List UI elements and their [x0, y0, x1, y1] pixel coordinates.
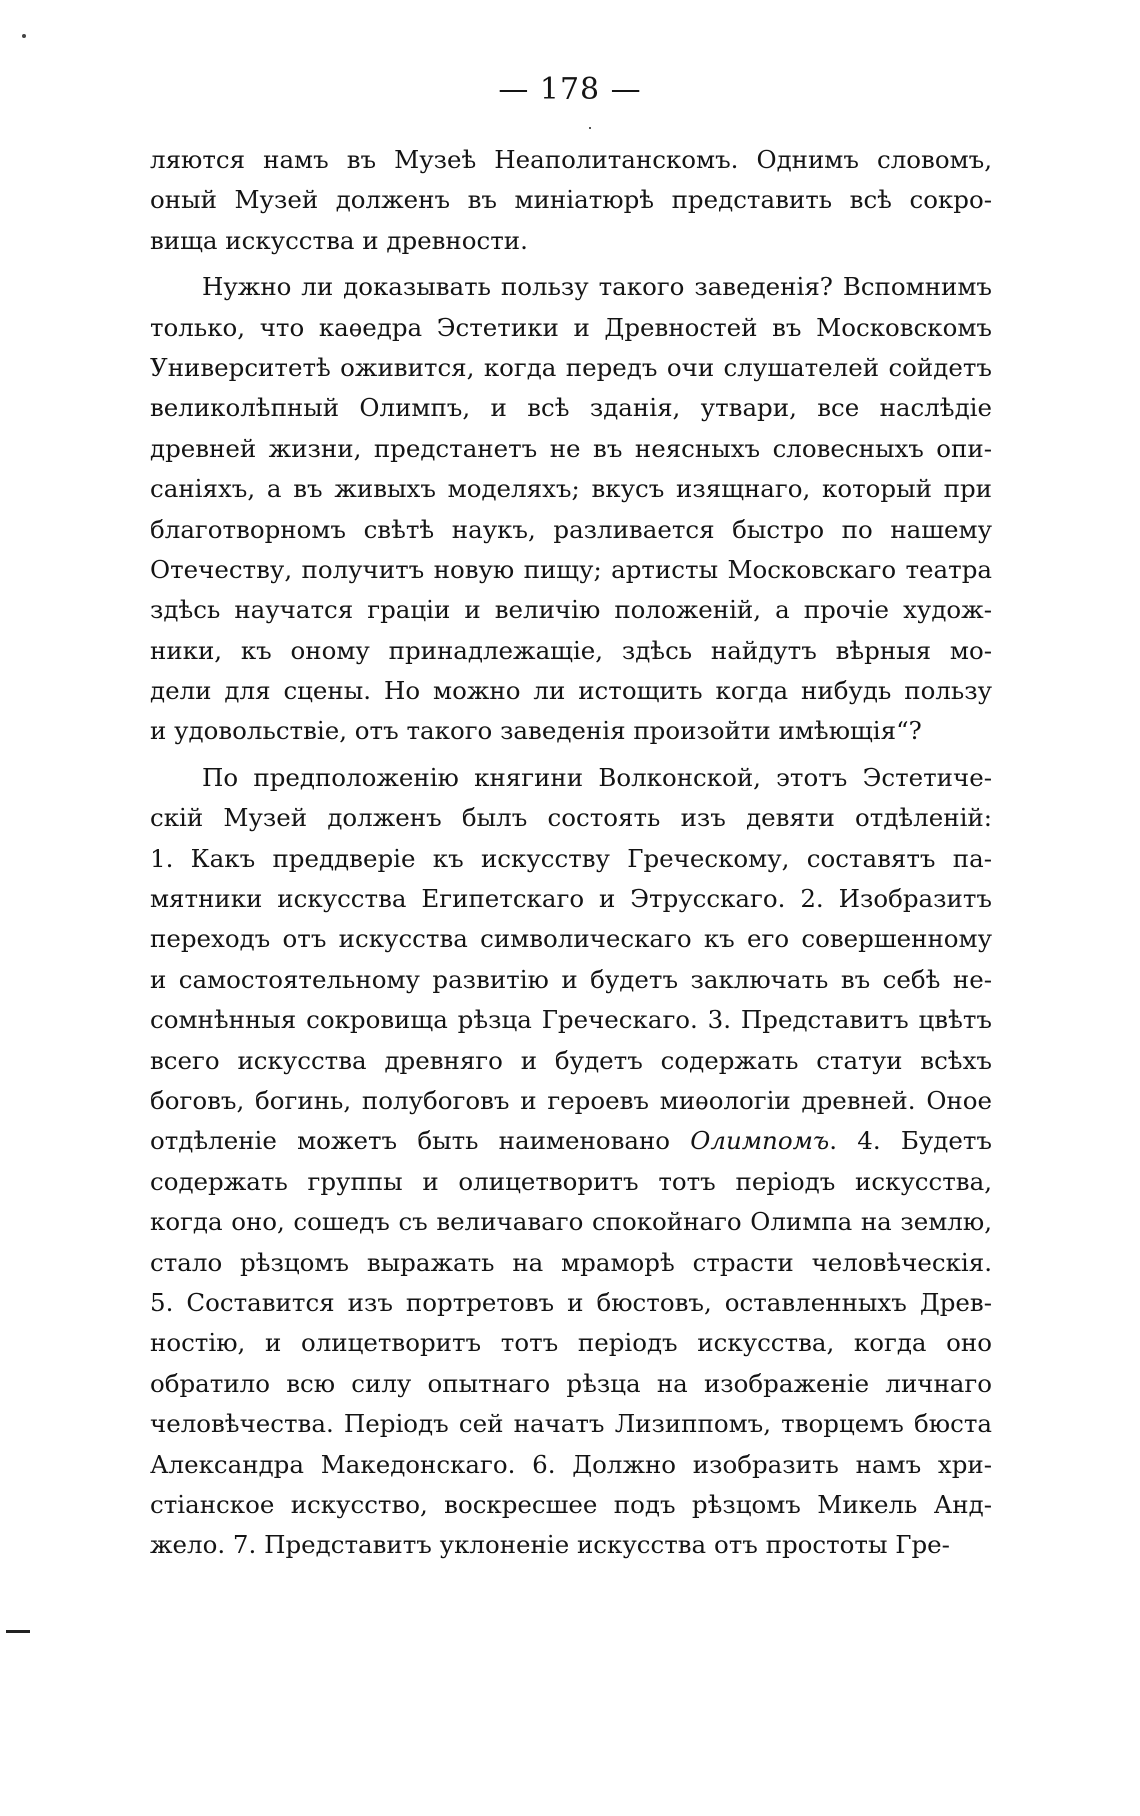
paragraph — [150, 758, 992, 1566]
text-line: Александра Македонскаго. 6. Должно изобразить намъ хри- — [150, 1449, 992, 1479]
text-line: великолѣпный Олимпъ, и всѣ зданія, утвари, все наслѣдіе — [150, 393, 992, 423]
text-line: боговъ, богинь, полубоговъ и героевъ миѳологіи древней. Оное — [150, 1085, 992, 1115]
scan-speck — [22, 34, 26, 38]
text-line: содержать группы и олицетворитъ тотъ періодъ искусства, — [150, 1166, 992, 1196]
text-line: вища искусства и древности. — [150, 225, 528, 255]
text-line: 1. Какъ преддверіе къ искусству Греческому, составятъ па- — [150, 843, 992, 873]
text-line: саніяхъ, а въ живыхъ моделяхъ; вкусъ изящнаго, который при — [150, 474, 992, 504]
text-line: стіанское искусство, воскресшее подъ рѣзцомъ Микель Анд- — [150, 1489, 992, 1519]
page-body-text — [150, 140, 992, 1566]
text-line: благотворномъ свѣтѣ наукъ, разливается быстро по нашему — [150, 514, 992, 544]
paragraph — [150, 267, 992, 752]
text-line: жело. 7. Представитъ уклоненіе искусства отъ простоты Гре- — [150, 1530, 950, 1560]
page-number: — 178 — — [498, 72, 642, 107]
text-line: и самостоятельному развитію и будетъ заключать въ себѣ не- — [150, 964, 992, 994]
text-line: обратило всю силу опытнаго рѣзца на изображеніе личнаго — [150, 1368, 992, 1398]
text-line: древней жизни, предстанетъ не въ неясныхъ словесныхъ опи- — [150, 433, 992, 463]
text-line: только, что каѳедра Эстетики и Древностей въ Московскомъ — [150, 312, 992, 342]
scan-speck-small — [589, 127, 591, 129]
text-line: Университетѣ оживится, когда передъ очи слушателей сойдетъ — [150, 352, 992, 382]
text-line: человѣчества. Періодъ сей начатъ Лизиппомъ, творцемъ бюста — [150, 1409, 992, 1439]
text-line: 5. Составится изъ портретовъ и бюстовъ, оставленныхъ Древ- — [150, 1287, 992, 1317]
text-line: переходъ отъ искусства символическаго къ его совершенному — [150, 924, 992, 954]
text-line: ники, къ оному принадлежащіе, здѣсь найдутъ вѣрныя мо- — [150, 635, 992, 665]
text-line: здѣсь научатся граціи и величію положеній, а прочіе худож- — [150, 595, 992, 625]
text-line: ляются намъ въ Музеѣ Неаполитанскомъ. Однимъ словомъ, — [150, 145, 992, 174]
text-line: По предположенію княгини Волконской, этотъ Эстетиче- — [202, 762, 992, 792]
text-line: Отечеству, получитъ новую пищу; артисты Московскаго театра — [150, 554, 992, 584]
text-line: когда оно, сошедъ съ величаваго спокойнаго Олимпа на землю, — [150, 1207, 992, 1237]
text-line: Нужно ли доказывать пользу такого заведенія? Вспомнимъ — [202, 272, 992, 302]
text-line: сомнѣнныя сокровища рѣзца Греческаго. 3. Представитъ цвѣтъ — [150, 1005, 992, 1035]
text-line: ностію, и олицетворитъ тотъ періодъ искусства, когда оно — [150, 1328, 992, 1358]
text-line: скій Музей долженъ былъ состоять изъ девяти отдѣленій: — [150, 803, 992, 833]
text-line: оный Музей долженъ въ миніатюрѣ представить всѣ сокро- — [150, 185, 992, 215]
text-line: мятники искусства Египетскаго и Этрусскаго. 2. Изобразитъ — [150, 884, 992, 914]
text-line: стало рѣзцомъ выражать на мраморѣ страсти человѣческія. — [150, 1247, 992, 1277]
text-line: отдѣленіе можетъ быть наименовано Олимпомъ. 4. Будетъ — [150, 1126, 992, 1156]
text-line: и удовольствіе, отъ такого заведенія произойти имѣющія“? — [150, 716, 922, 746]
italic-word: Олимпомъ — [690, 1126, 830, 1156]
scan-edge-mark — [6, 1630, 30, 1633]
text-line: всего искусства древняго и будетъ содержать статуи всѣхъ — [150, 1045, 992, 1075]
paragraph — [150, 140, 992, 261]
text-line: дели для сцены. Но можно ли истощить когда нибудь пользу — [150, 676, 992, 706]
